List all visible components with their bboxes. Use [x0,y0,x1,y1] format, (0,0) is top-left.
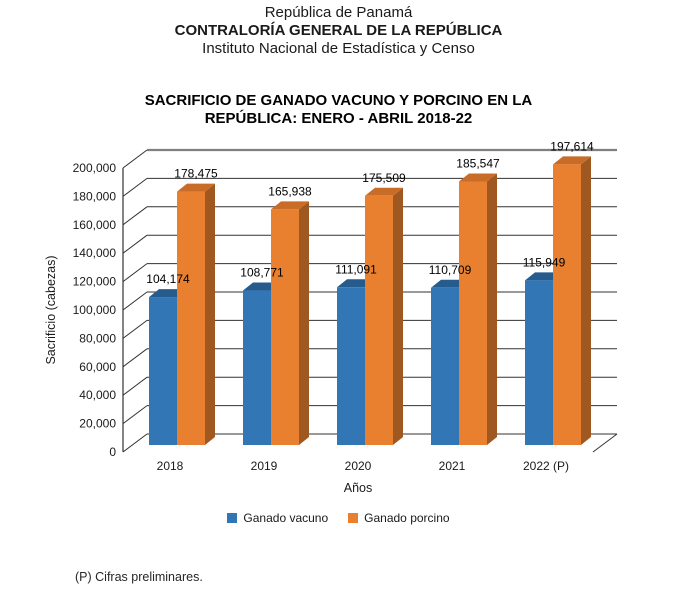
data-label: 110,709 [428,262,472,277]
y-tick-connector [123,320,147,338]
header-department: Instituto Nacional de Estadística y Censo [202,40,475,57]
chart-title [0,92,677,128]
y-tick-label: 20,000 [79,416,116,431]
y-tick-connector [123,264,147,282]
y-tick-label: 100,000 [72,303,116,317]
legend-label-vacuno: Ganado vacuno [243,511,329,525]
y-tick-connector [123,178,147,196]
x-tick-label: 2021 [438,459,466,473]
y-tick-label: 180,000 [72,189,116,204]
header-country: República de Panamá [264,4,413,21]
legend-swatch-porcino [348,513,358,523]
x-tick-label: 2022 (P) [522,459,570,473]
data-label: 108,771 [240,265,284,280]
y-tick-label: 200,000 [72,161,116,175]
y-tick-connector [123,292,147,310]
chart-legend [0,511,677,525]
x-tick-label: 2020 [344,459,372,473]
data-label: 111,091 [335,262,377,277]
data-label: 175,509 [362,170,406,185]
chart-title-line2: REPÚBLICA: ENERO - ABRIL 2018-22 [204,110,473,127]
y-axis-title: Sacrificio (cabezas) [44,255,58,365]
chart-title-line1: SACRIFICIO DE GANADO VACUNO Y PORCINO EN LA [144,92,533,109]
data-label: 165,938 [268,184,312,199]
data-label: 197,614 [550,139,594,154]
chart-canvas [0,135,677,505]
legend-swatch-vacuno [227,513,237,523]
floor-right-edge [593,434,617,452]
y-tick-connector [123,349,147,367]
bar-ganado-porcino-2018 [177,184,215,445]
x-tick-label: 2019 [250,459,278,473]
y-tick-connector [123,150,147,168]
x-tick-label: 2018 [156,459,184,473]
data-label: 185,547 [456,156,500,171]
footnote: (P) Cifras preliminares. [75,570,203,584]
report-header [0,4,677,58]
legend-item-porcino [348,511,449,525]
y-tick-label: 120,000 [72,274,116,289]
bar-ganado-porcino-2019 [271,201,309,445]
bar-ganado-porcino-2022P [553,156,591,445]
y-tick-label: 60,000 [79,359,116,374]
legend-label-porcino: Ganado porcino [364,511,450,525]
y-tick-connector [123,406,147,424]
y-tick-label: 160,000 [72,217,116,232]
y-tick-connector [123,377,147,395]
y-tick-connector [123,207,147,225]
legend-item-vacuno [227,511,328,525]
header-institution: CONTRALORÍA GENERAL DE LA REPÚBLICA [174,22,503,39]
y-tick-label: 0 [109,445,116,459]
bar-ganado-porcino-2021 [459,174,497,445]
data-label: 178,475 [174,166,218,181]
y-tick-connector [123,235,147,253]
x-axis-title: Años [343,481,373,495]
y-tick-connector [123,434,147,452]
bar-ganado-porcino-2020 [365,188,403,445]
y-tick-label: 40,000 [79,388,116,403]
y-tick-label: 80,000 [79,331,116,346]
data-label: 104,174 [146,272,190,287]
data-label: 115,949 [522,255,566,270]
y-tick-label: 140,000 [72,246,116,261]
